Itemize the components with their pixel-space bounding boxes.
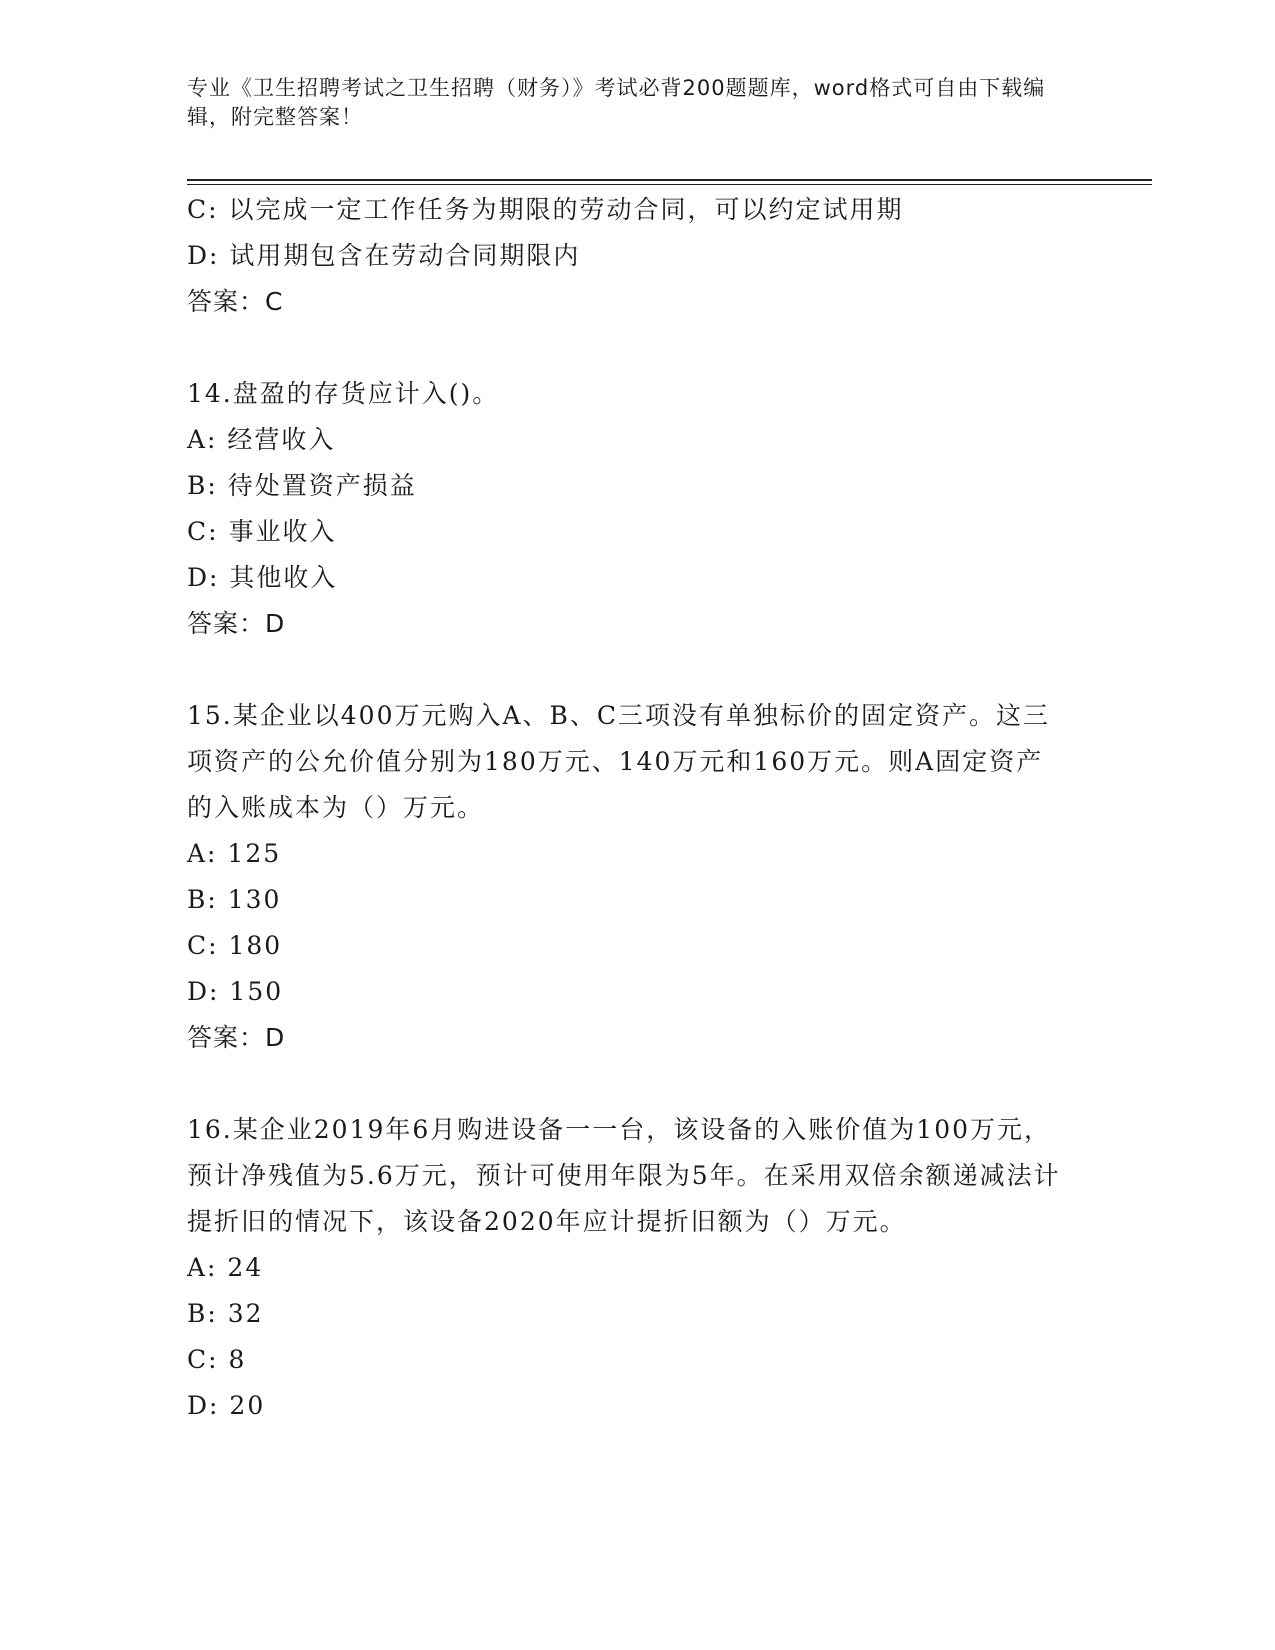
spacer <box>187 1061 1087 1107</box>
question-14 <box>187 371 1087 647</box>
question-stem: 16.某企业2019年6月购进设备一一台，该设备的入账价值为100万元，预计净残值为5.6万元，预计可使用年限为5年。在采用双倍余额递减法计提折旧的情况下，该设备2020年应计提折旧额为（）万元。 <box>187 1115 1061 1236</box>
answer-line: 答案：D <box>187 609 286 638</box>
option-c: C: 事业收入 <box>187 517 337 546</box>
option-a: A: 经营收入 <box>187 425 336 454</box>
header-rule-thick <box>187 179 1152 181</box>
answer-line: 答案：C <box>187 287 284 316</box>
spacer <box>187 647 1087 693</box>
option-c: C: 8 <box>187 1345 247 1374</box>
answer-line: 答案：D <box>187 1023 286 1052</box>
option-d: D: 20 <box>187 1391 266 1420</box>
option-b: B: 32 <box>187 1299 264 1328</box>
option-c: C: 以完成一定工作任务为期限的劳动合同，可以约定试用期 <box>187 195 904 224</box>
spacer <box>187 325 1087 371</box>
option-d: D: 试用期包含在劳动合同期限内 <box>187 241 581 270</box>
option-d: D: 150 <box>187 977 284 1006</box>
option-b: B: 130 <box>187 885 282 914</box>
question-stem: 14.盘盈的存货应计入()。 <box>187 379 500 408</box>
option-a: A: 24 <box>187 1253 264 1282</box>
document-body <box>187 187 1087 1429</box>
question-16 <box>187 1107 1087 1429</box>
option-b: B: 待处置资产损益 <box>187 471 417 500</box>
document-header: 专业《卫生招聘考试之卫生招聘（财务）》考试必背200题题库，word格式可自由下载编辑，附完整答案！ <box>187 76 1046 129</box>
option-c: C: 180 <box>187 931 283 960</box>
question-stem: 15.某企业以400万元购入A、B、C三项没有单独标价的固定资产。这三项资产的公允价值分别为180万元、140万元和160万元。则A固定资产的入账成本为（）万元。 <box>187 701 1051 822</box>
question-15 <box>187 693 1087 1061</box>
option-a: A: 125 <box>187 839 282 868</box>
header-rule-thin <box>187 184 1152 185</box>
option-d: D: 其他收入 <box>187 563 338 592</box>
